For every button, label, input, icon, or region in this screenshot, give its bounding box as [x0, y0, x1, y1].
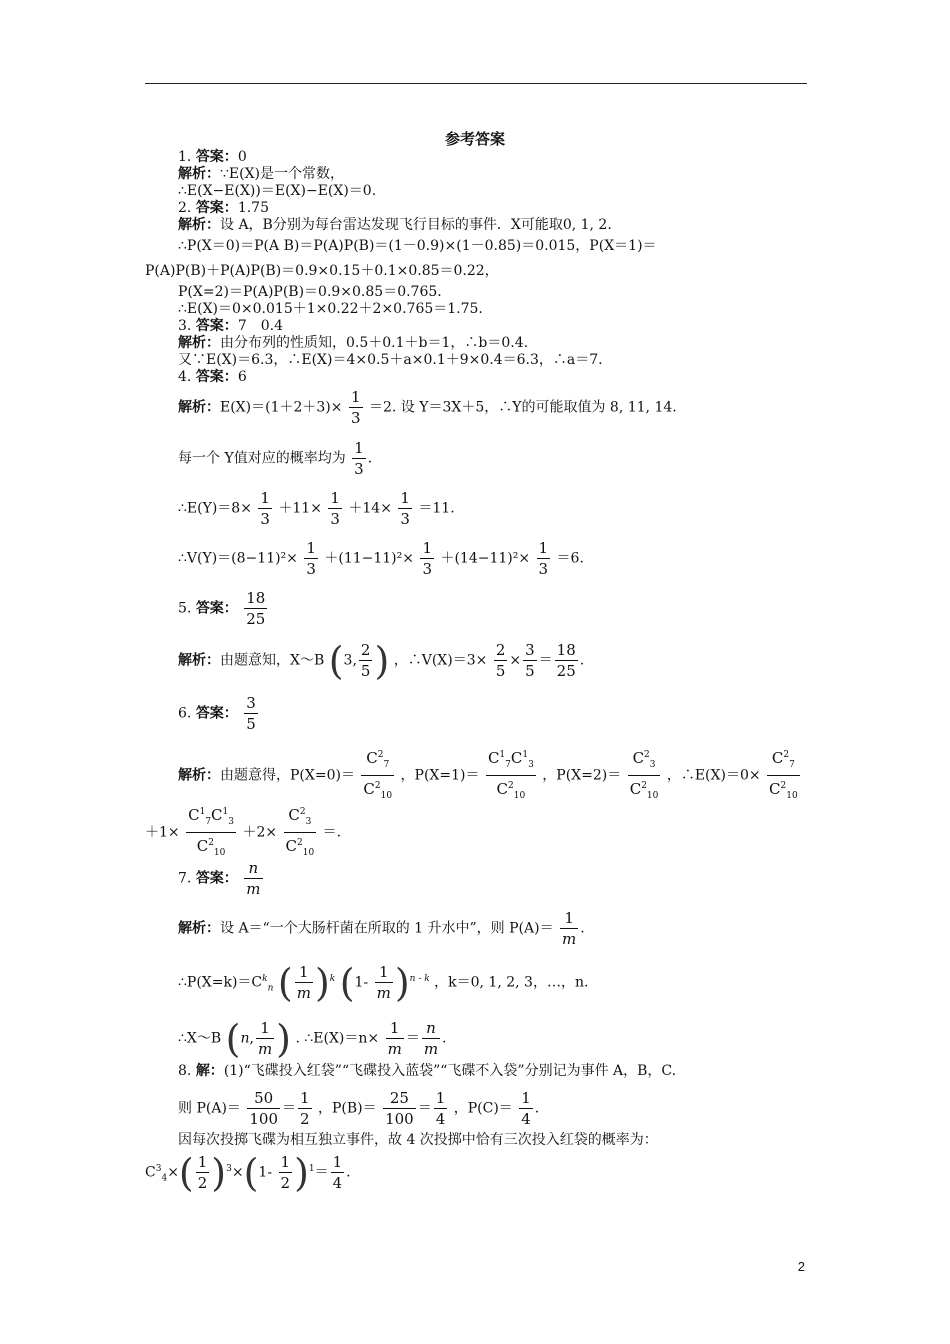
fraction-one-third: $\frac{1}{3}$: [350, 388, 361, 427]
q4-exp-4: ∴V(Y)＝(8−11)²× $\frac{1}{3}$ ＋(11−11)²× $\frac{1}{3}$ ＋(14−11)²× $\frac{1}{3}$ ＝6.: [178, 539, 584, 578]
fraction-2-5: $\frac{2}{5}$: [360, 641, 371, 680]
fraction-1-m: $\frac{1}{m}$: [562, 909, 577, 948]
fraction-1-m: $\frac{1}{m}$: [257, 1019, 273, 1058]
q5-answer: 5. 答案： $\frac{18}{25}$: [178, 589, 266, 628]
fraction-one-third: $\frac{1}{3}$: [422, 539, 432, 578]
q6-answer: 6. 答案： $\frac{3}{5}$: [178, 694, 256, 733]
q8-solve-2: 则 P(A)＝ $\frac{50}{100}$ ＝ $\frac{1}{2}$ ，P(B)＝ $\frac{25}{100}$ ＝ $\frac{1}{4}$ ，P(C)＝ $\frac{1}{4}$ .: [178, 1089, 540, 1128]
fraction-1-2: $\frac{1}{2}$: [197, 1153, 208, 1192]
fraction-c32-c102: $\frac{C^2_3}{C^2_{10}}$: [628, 745, 661, 806]
q3-exp-2: 又∵E(X)＝6.3，∴E(X)＝4×0.5＋a×0.1＋9×0.4＝6.3，∴a＝7.: [178, 352, 603, 368]
q2-exp-4: P(X=2)＝P(A)P(B)＝0.9×0.85＝0.765.: [178, 284, 442, 300]
q2-exp-1: 解析：设 A，B分别为每台雷达发现飞行目标的事件．X可能取0, 1, 2.: [178, 217, 612, 233]
q1-exp-1: 解析：∵E(X)是一个常数，: [178, 166, 345, 182]
fraction-3-5: $\frac{3}{5}$: [525, 641, 535, 680]
fraction-1-2: $\frac{1}{2}$: [280, 1153, 291, 1192]
fraction-2-5: $\frac{2}{5}$: [495, 641, 506, 680]
fraction-c72-c102: $\frac{C^2_7}{C^2_{10}}$: [767, 745, 800, 806]
q4-exp-3: ∴E(Y)＝8× $\frac{1}{3}$ ＋11× $\frac{1}{3}$ ＋14× $\frac{1}{3}$ ＝11.: [178, 489, 455, 528]
fraction-1-4: $\frac{1}{4}$: [332, 1153, 343, 1192]
fraction-one-third: $\frac{1}{3}$: [400, 489, 410, 528]
header-rule: [145, 83, 807, 84]
fraction-one-third: $\frac{1}{3}$: [260, 489, 270, 528]
q1-exp-2: ∴E(X−E(X))＝E(X)−E(X)＝0.: [178, 183, 377, 199]
q7-exp-3: ∴X～B (n, $\frac{1}{m}$ ) . ∴E(X)＝n× $\frac{1}{m}$ ＝ $\frac{n}{m}$ .: [178, 1016, 447, 1061]
page-title: 参考答案: [444, 130, 505, 148]
q7-answer: 7. 答案： $\frac{n}{m}$: [178, 859, 261, 898]
q6-exp-1: 解析：由题意得，P(X=0)＝ $\frac{C^2_7}{C^2_{10}}$ ，P(X=1)＝ $\frac{C^1_7C^1_3}{C^2_{10}}$ ，P(X=2)＝ $\frac{C^2_3}{C^2_{10}}$ ，∴E(X)＝0× $\frac{C^2_7}{C^2_{10}}$: [178, 745, 802, 806]
q8-solve-3: 因每次投掷飞碟为相互独立事件，故 4 次投掷中恰有三次投入红袋的概率为：: [178, 1132, 658, 1148]
fraction-one-third: $\frac{1}{3}$: [330, 489, 340, 528]
q4-exp-2: 每一个 Y值对应的概率均为 $\frac{1}{3}$ .: [178, 439, 373, 478]
fraction-1-m: $\frac{1}{m}$: [376, 963, 391, 1002]
fraction-c32-c102: $\frac{C^2_3}{C^2_{10}}$: [284, 802, 317, 863]
fraction-1-2: $\frac{1}{2}$: [300, 1089, 310, 1128]
q5-exp-1: 解析：由题意知，X～B (3, $\frac{2}{5}$ ) ，∴V(X)＝3× $\frac{2}{5}$ × $\frac{3}{5}$ ＝ $\frac{18}{25}$ .: [178, 638, 585, 683]
fraction-18-25: $\frac{18}{25}$: [556, 641, 576, 680]
fraction-1-m: $\frac{1}{m}$: [387, 1019, 402, 1058]
fraction-c72-c102: $\frac{C^2_7}{C^2_{10}}$: [361, 745, 394, 806]
q2-answer: 2. 答案：1.75: [178, 200, 269, 216]
fraction-one-third: $\frac{1}{3}$: [306, 539, 316, 578]
fraction-n-m: $\frac{n}{m}$: [246, 859, 261, 898]
fraction-1-4: $\frac{1}{4}$: [435, 1089, 446, 1128]
q8-solve-1: 8. 解：(1)“飞碟投入红袋”“飞碟投入蓝袋”“飞碟不入袋”分别记为事件 A，B，C.: [178, 1063, 677, 1079]
fraction-50-100: $\frac{50}{100}$: [249, 1089, 278, 1128]
fraction-3-5: $\frac{3}{5}$: [246, 694, 256, 733]
fraction-one-third: $\frac{1}{3}$: [354, 439, 364, 478]
q2-exp-3: P(A)P(B)＋P(A)P(B)＝0.9×0.15＋0.1×0.85＝0.22，: [145, 263, 499, 279]
fraction-c71c31-c102: $\frac{C^1_7C^1_3}{C^2_{10}}$: [486, 745, 536, 806]
fraction-18-25: $\frac{18}{25}$: [246, 589, 266, 628]
q3-exp-1: 解析：由分布列的性质知，0.5＋0.1＋b＝1，∴b＝0.4.: [178, 335, 529, 351]
fraction-25-100: $\frac{25}{100}$: [385, 1089, 414, 1128]
fraction-one-third: $\frac{1}{3}$: [538, 539, 549, 578]
q7-exp-1: 解析：设 A＝“一个大肠杆菌在所取的 1 升水中”，则 P(A)＝ $\frac{1}{m}$ .: [178, 909, 585, 948]
q4-answer: 4. 答案：6: [178, 369, 247, 385]
fraction-1-4: $\frac{1}{4}$: [521, 1089, 531, 1128]
q2-exp-2: ∴P(X＝0)＝P(A B)＝P(A)P(B)＝(1－0.9)×(1－0.85)＝0.015，P(X＝1)＝: [178, 238, 657, 254]
q2-exp-5: ∴E(X)＝0×0.015＋1×0.22＋2×0.765＝1.75.: [178, 301, 483, 317]
q8-solve-4: $C^3_4\times$( $\frac{1}{2}$ )$^3$×(1- $\frac{1}{2}$ )$^1$＝ $\frac{1}{4}$ .: [145, 1150, 351, 1195]
fraction-n-m: $\frac{n}{m}$: [423, 1019, 439, 1058]
q7-exp-2: $\therefore P(X=k)=C^k_n$ ( $\frac{1}{m}$ )$^k$ (1- $\frac{1}{m}$ )$^{n - k}$ ，k＝0, 1, 2, 3，…，n.: [178, 960, 589, 1005]
fraction-1-m: $\frac{1}{m}$: [296, 963, 311, 1002]
q1-answer: 1. 答案：0: [178, 149, 247, 165]
fraction-c71c31-c102: $\frac{C^1_7C^1_3}{C^2_{10}}$: [186, 802, 236, 863]
q4-exp-1: 解析：E(X)＝(1＋2＋3)× $\frac{1}{3}$ ＝2. 设 Y＝3X＋5，∴Y的可能取值为 8, 11, 14.: [178, 388, 677, 427]
q6-exp-2: ＋1× $\frac{C^1_7C^1_3}{C^2_{10}}$ ＋2× $\frac{C^2_3}{C^2_{10}}$ ＝.: [145, 802, 341, 863]
q3-answer: 3. 答案：7 0.4: [178, 318, 283, 334]
page-number: 2: [797, 1259, 805, 1274]
